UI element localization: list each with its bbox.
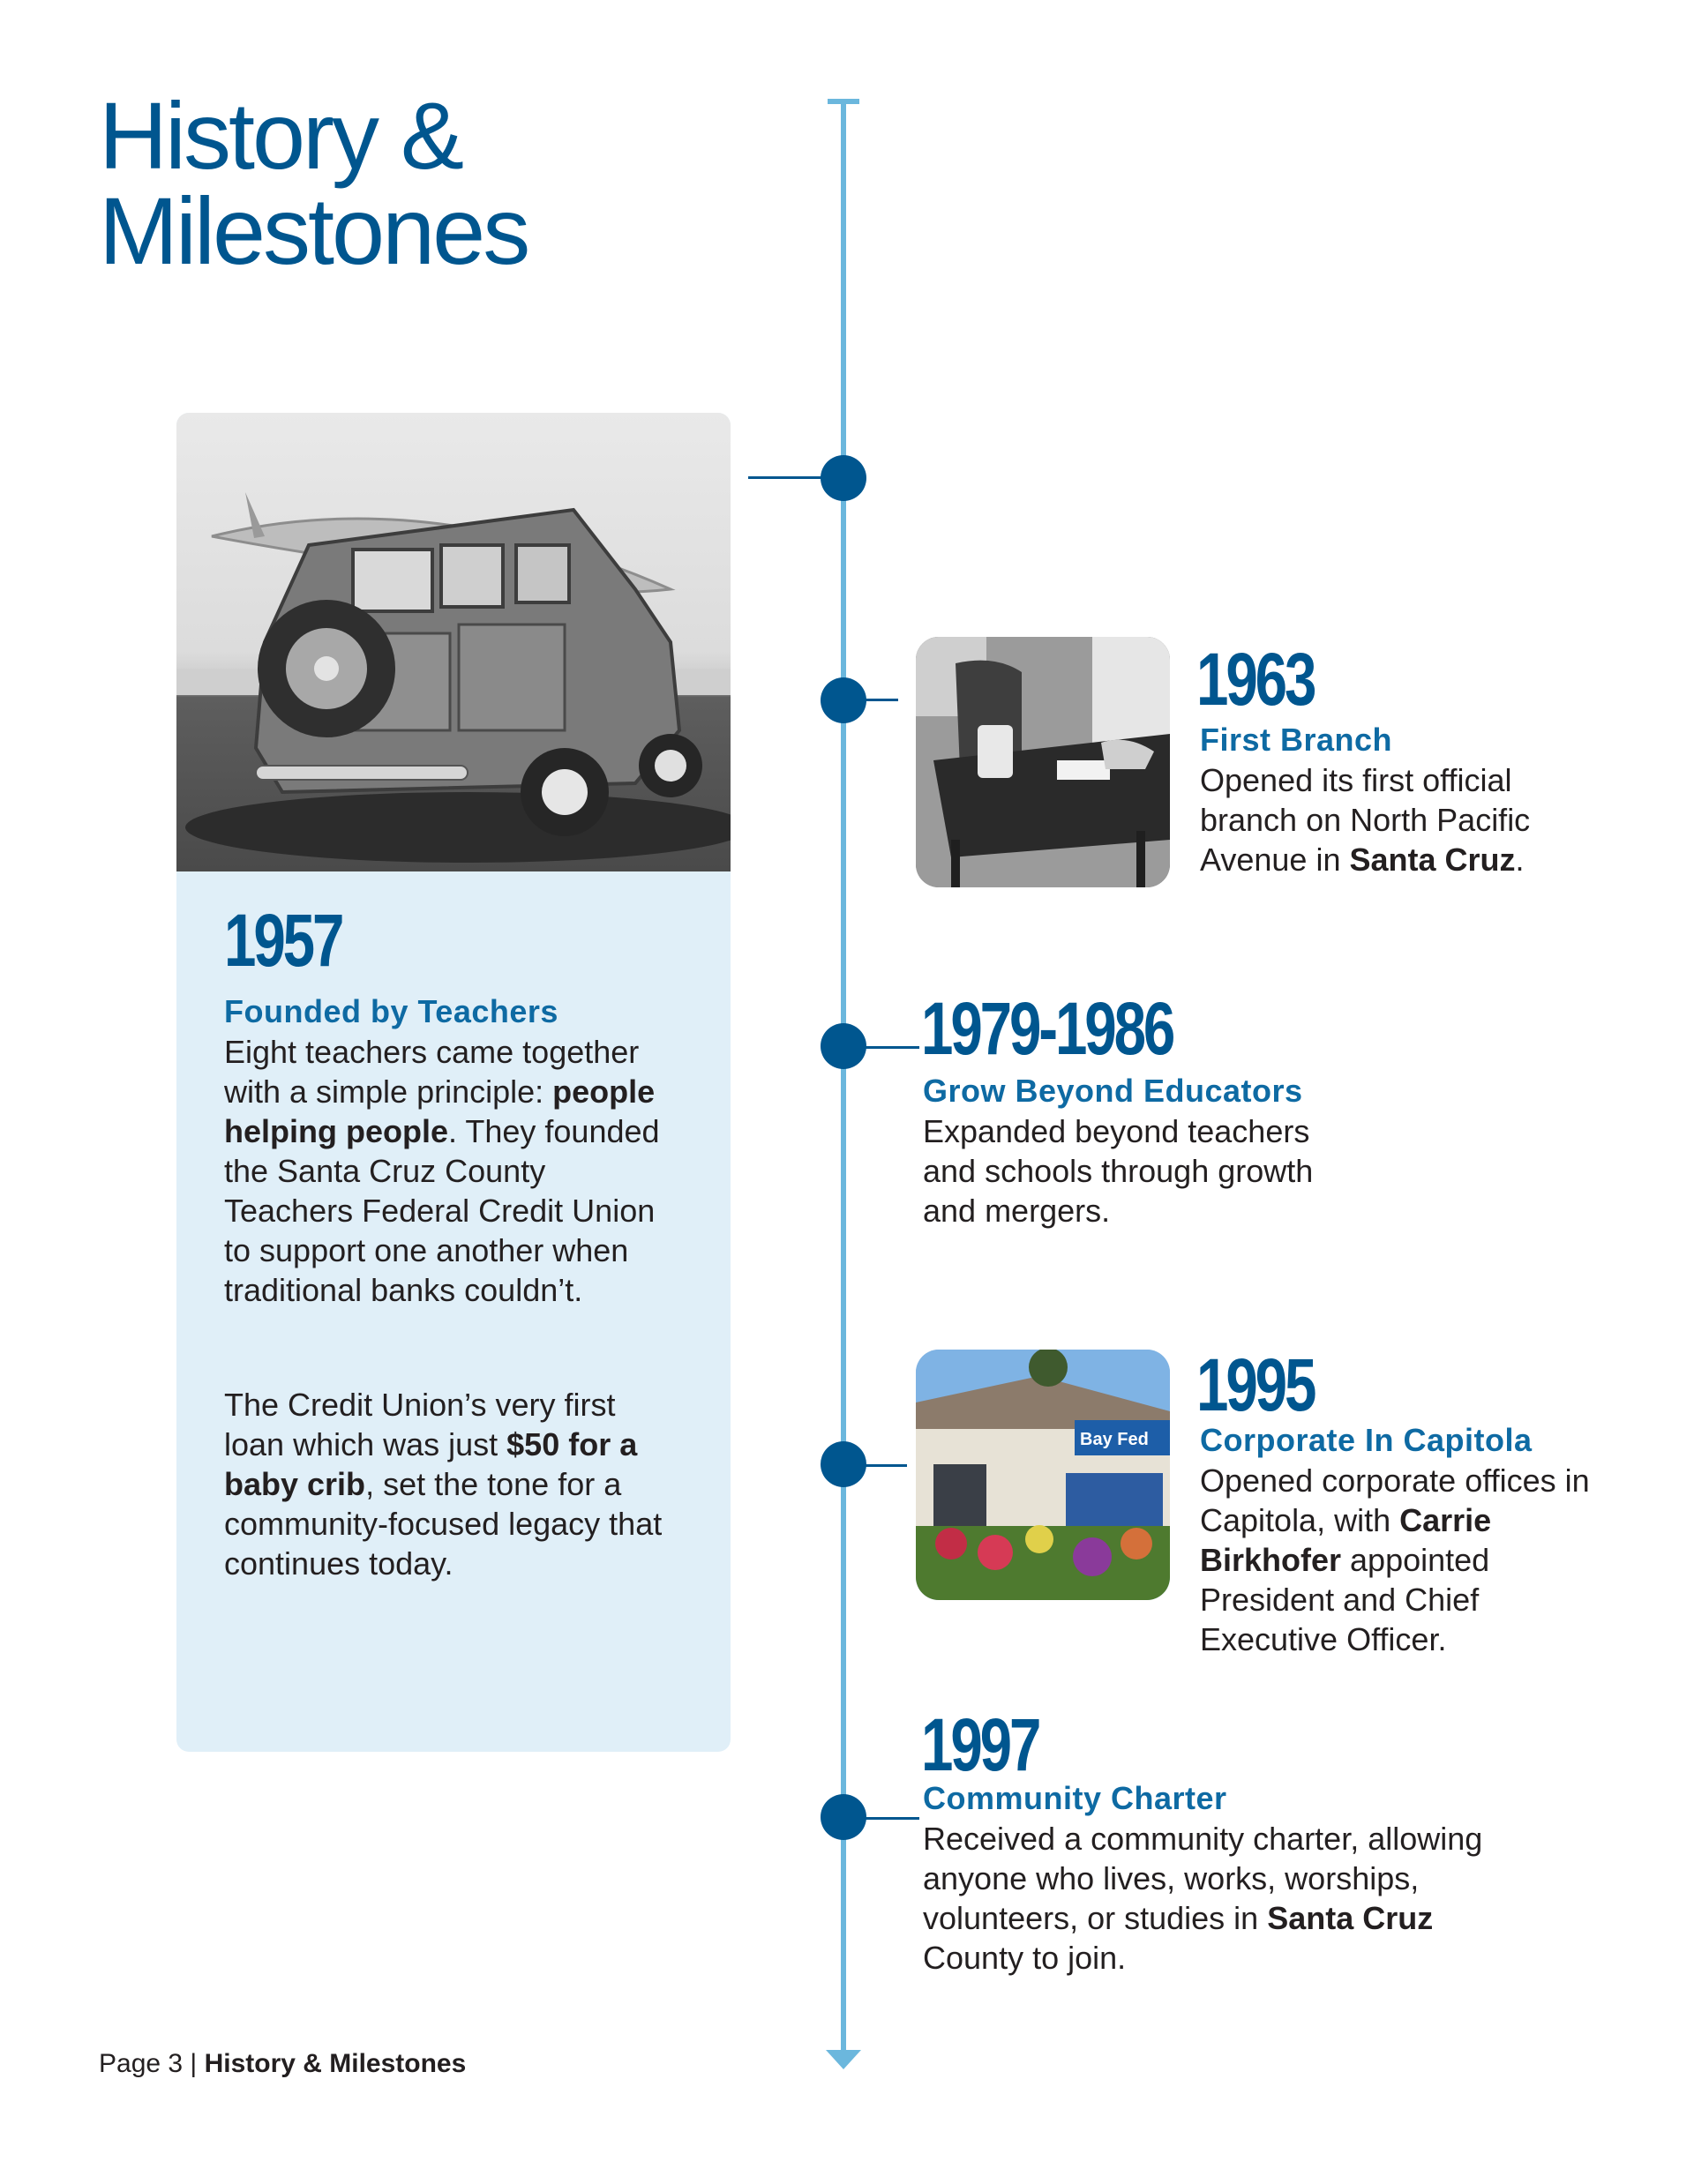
paragraph-text: appointed President and Chief Executive Officer. xyxy=(1200,1542,1490,1657)
emphasis-santa-cruz: Santa Cruz xyxy=(1267,1900,1434,1936)
timeline-dot-1957 xyxy=(821,455,866,501)
emphasis-people-helping-people: people helping people xyxy=(224,1073,656,1149)
year-1963: 1963 xyxy=(1196,638,1315,721)
paragraph-first-branch xyxy=(1200,760,1588,879)
building-sign: Bay Fed xyxy=(1080,1430,1149,1449)
emphasis-santa-cruz: Santa Cruz xyxy=(1349,841,1516,878)
office-interior-photo xyxy=(916,637,1170,887)
page-title-line-1: History & xyxy=(99,82,462,189)
paragraph-growth: Expanded beyond teachers and schools through growth and mergers. xyxy=(923,1113,1314,1229)
paragraph-first-loan xyxy=(224,1385,665,1583)
paragraph-text: Received a community charter, allowing anyone who lives, works, worships, volunteers, or studies in xyxy=(923,1821,1483,1936)
paragraph-text: Eight teachers came together with a simple principle: xyxy=(224,1034,640,1110)
paragraph-community-charter xyxy=(923,1819,1540,1978)
timeline-dot-1997 xyxy=(821,1794,866,1840)
timeline-axis xyxy=(841,101,846,2053)
page-title xyxy=(99,82,528,284)
page-footer xyxy=(99,2048,466,2080)
paragraph-capitola xyxy=(1200,1461,1615,1659)
milestone-card-1957 xyxy=(176,413,731,1752)
emphasis-carrie-birkhofer: Carrie Birkhofer xyxy=(1200,1502,1492,1578)
year-1995: 1995 xyxy=(1196,1343,1315,1426)
paragraph-text: The Credit Union’s very first loan which was just xyxy=(224,1387,616,1462)
page-title-line-2: Milestones xyxy=(99,177,528,284)
heading-community-charter: Community Charter xyxy=(923,1780,1227,1816)
heading-first-branch: First Branch xyxy=(1200,722,1393,758)
heading-founded-by-teachers: Founded by Teachers xyxy=(224,993,558,1029)
heading-corporate-in-capitola: Corporate In Capitola xyxy=(1200,1422,1533,1458)
page-number: Page 3 xyxy=(99,2049,184,2078)
paragraph-text: Opened corporate offices in Capitola, with xyxy=(1200,1462,1590,1538)
timeline-dot-1963 xyxy=(821,677,866,723)
paragraph-text: Opened its first official branch on North Pacific Avenue in xyxy=(1200,762,1531,878)
paragraph-text: . xyxy=(1515,841,1525,878)
timeline-start-cap xyxy=(828,99,859,104)
year-1979-1986: 1979-1986 xyxy=(921,987,1173,1070)
year-1997: 1997 xyxy=(921,1703,1039,1786)
timeline-dot-1979-1986 xyxy=(821,1023,866,1069)
timeline-dot-1995 xyxy=(821,1441,866,1487)
emphasis-baby-crib-loan: $50 for a baby crib xyxy=(224,1426,638,1502)
footer-separator: | xyxy=(183,2049,205,2078)
footer-section-title: History & Milestones xyxy=(204,2049,467,2078)
paragraph-text: . They founded the Santa Cruz County Teachers Federal Credit Union to support one another when traditional banks couldn’t. xyxy=(224,1113,660,1308)
woody-wagon-photo xyxy=(176,413,731,871)
timeline-arrow-icon xyxy=(826,2050,861,2069)
heading-grow-beyond-educators: Grow Beyond Educators xyxy=(923,1073,1303,1109)
paragraph-text: , set the tone for a community-focused legacy that continues today. xyxy=(224,1466,663,1582)
capitola-branch-photo xyxy=(916,1350,1170,1600)
year-1957: 1957 xyxy=(224,899,342,982)
paragraph-founding-story xyxy=(224,1032,665,1310)
paragraph-text: County to join. xyxy=(923,1940,1127,1976)
